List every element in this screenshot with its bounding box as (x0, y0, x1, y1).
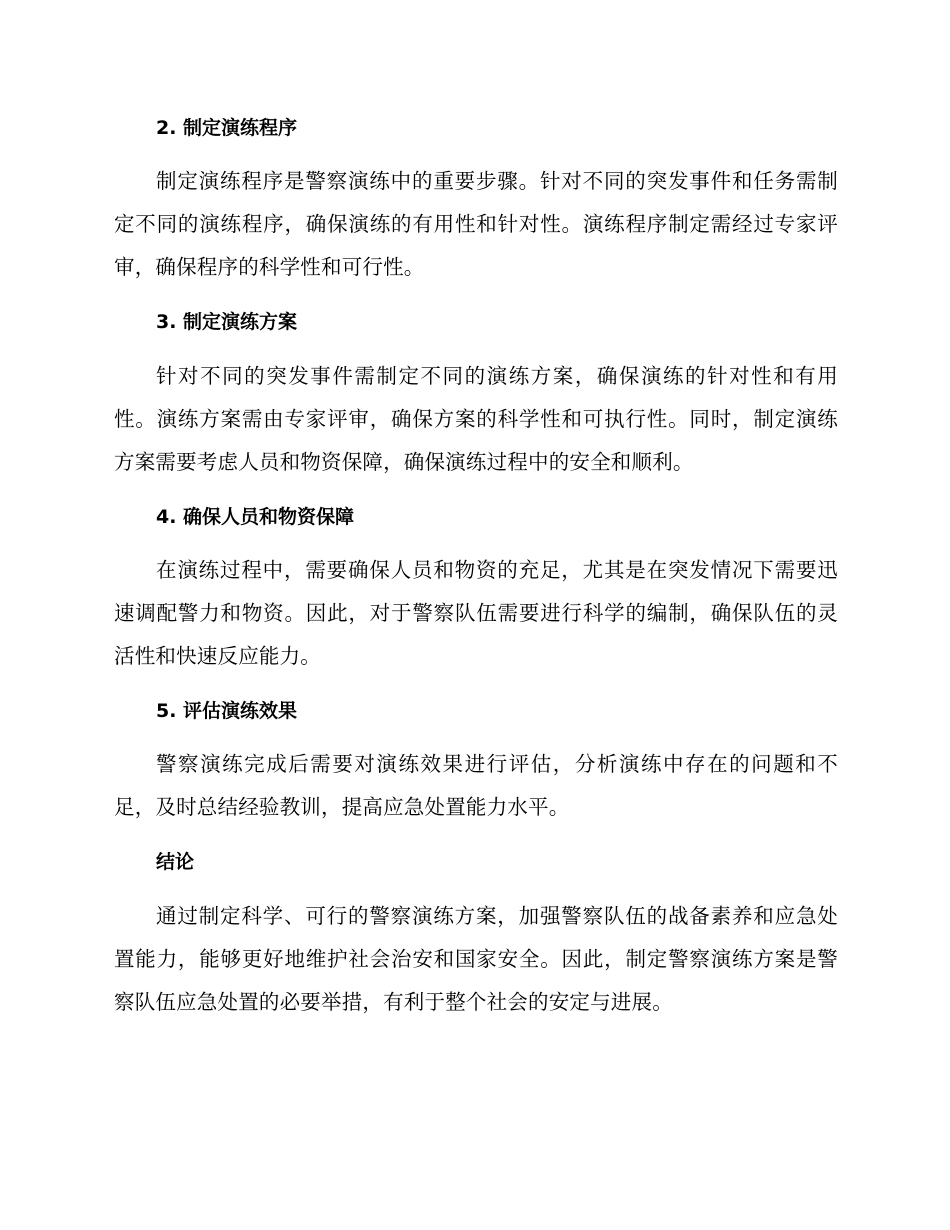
section-heading: 3. 制定演练方案 (156, 311, 298, 333)
section-heading: 2. 制定演练程序 (156, 117, 298, 139)
conclusion-paragraph: 通过制定科学、可行的警察演练方案，加强警察队伍的战备素养和应急处置能力，能够更好地维护社会治安和国家安全。因此，制定警察演练方案是警察队伍应急处置的必要举措，有利于整个社会的安定与进展。 (114, 904, 838, 1014)
section-paragraph: 在演练过程中，需要确保人员和物资的充足，尤其是在突发情况下需要迅速调配警力和物资。因此，对于警察队伍需要进行科学的编制，确保队伍的灵活性和快速反应能力。 (114, 558, 838, 668)
section-paragraph: 警察演练完成后需要对演练效果进行评估，分析演练中存在的问题和不足，及时总结经验教训，提高应急处置能力水平。 (114, 752, 838, 819)
section-heading: 4. 确保人员和物资保障 (156, 506, 355, 528)
section-heading: 5. 评估演练效果 (156, 700, 298, 722)
section-paragraph: 针对不同的突发事件需制定不同的演练方案，确保演练的针对性和有用性。演练方案需由专家评审，确保方案的科学性和可执行性。同时，制定演练方案需要考虑人员和物资保障，确保演练过程中的安全和顺利。 (114, 364, 838, 474)
section-paragraph: 制定演练程序是警察演练中的重要步骤。针对不同的突发事件和任务需制定不同的演练程序，确保演练的有用性和针对性。演练程序制定需经过专家评审，确保程序的科学性和可行性。 (114, 169, 838, 279)
conclusion-heading: 结论 (156, 851, 195, 873)
